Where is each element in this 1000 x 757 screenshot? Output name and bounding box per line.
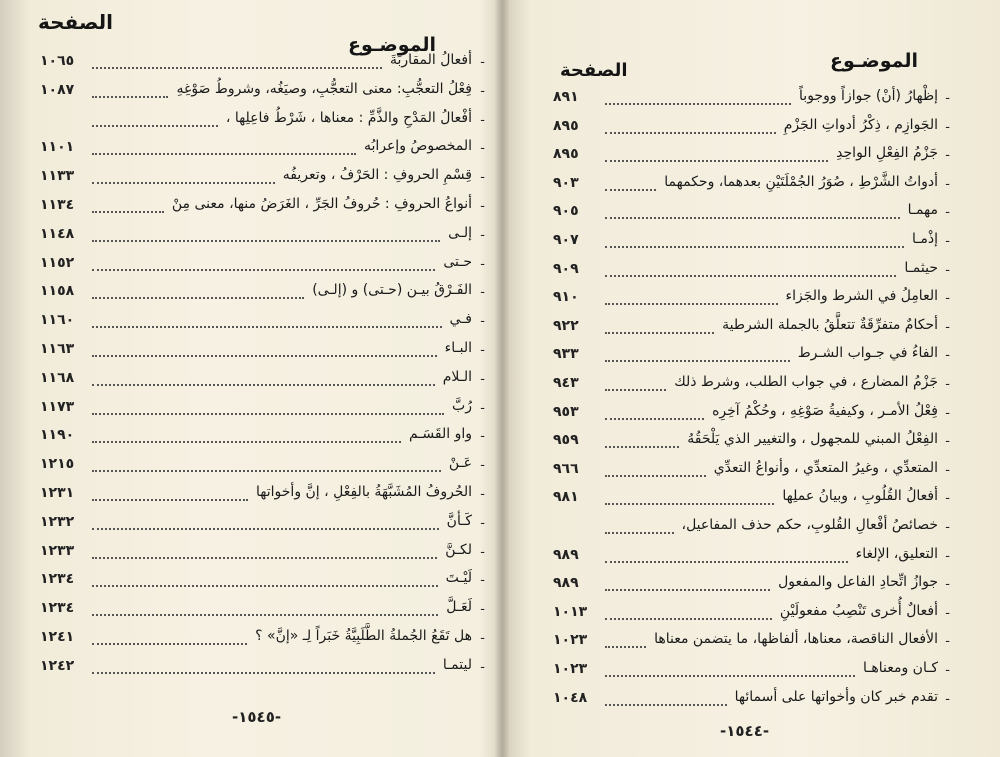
leader-dots — [92, 633, 247, 645]
topic-column-header: الموضـوع — [348, 34, 437, 56]
leader-dots — [605, 122, 776, 134]
toc-entry — [505, 460, 1000, 486]
toc-entry — [0, 513, 500, 539]
leader-dots — [92, 374, 435, 386]
entry-bullet: - — [480, 285, 485, 301]
toc-entry — [505, 574, 1000, 600]
entry-page-number: ١٢٣٢ — [40, 513, 75, 530]
entry-title: ليتمـا — [442, 656, 472, 673]
entry-title: أفعالُ المقاربَةَ — [390, 52, 472, 68]
entry-page-number: ١١٦٠ — [40, 312, 75, 329]
leader-dots — [92, 201, 164, 213]
toc-entry — [0, 628, 500, 654]
page-column-header: الصفحة — [38, 10, 114, 34]
leader-dots — [605, 322, 714, 334]
leader-dots — [92, 172, 275, 184]
leader-dots — [92, 259, 435, 271]
entry-title: أفْعالُ المَدْحِ والذَّمِّ : معناها ، شَرْطُ فاعِلِها ، — [225, 109, 472, 126]
entry-page-number: ١١٤٨ — [40, 225, 75, 242]
entry-title: لَيْـتَ — [445, 570, 472, 587]
leader-dots — [605, 493, 774, 505]
leader-dots — [605, 608, 772, 620]
entry-page-number: ١٢٤٢ — [40, 657, 75, 674]
toc-entry — [0, 254, 500, 280]
entry-title: تقدم خبر كان وأخواتها على أسمائها — [734, 688, 938, 705]
entry-page-number: ١٠١٣ — [553, 603, 588, 620]
leader-dots — [605, 436, 679, 448]
toc-entry — [505, 88, 1000, 114]
entry-bullet: - — [945, 634, 950, 650]
entry-page-number: ٩٠٥ — [553, 203, 579, 220]
entry-title: عَـنْ — [448, 455, 472, 472]
toc-entry — [505, 174, 1000, 200]
leader-dots — [92, 604, 438, 616]
entry-bullet: - — [945, 462, 950, 478]
toc-entry — [0, 599, 500, 625]
entry-title: أفعالُ القُلُوبِ ، وبيانُ عملِها — [782, 488, 938, 505]
entry-title: واو القَسَـم — [408, 426, 472, 443]
entry-title: كَـأنَّ — [446, 512, 472, 529]
leader-dots — [92, 489, 248, 501]
leader-dots — [605, 522, 674, 534]
toc-entry — [505, 145, 1000, 171]
leader-dots — [92, 547, 437, 559]
entry-title: هل تَقَعُ الجُملةُ الطَّلَبِيَّةُ خَبَراً لِـ «إنَّ» ؟ — [255, 628, 472, 644]
entry-bullet: - — [480, 314, 485, 330]
entry-bullet: - — [480, 659, 485, 675]
entry-title: أفعالٌ أُخرى تَنْصِبُ مفعولَيْنِ — [779, 602, 938, 619]
leader-dots — [605, 93, 791, 105]
leader-dots — [605, 150, 828, 162]
entry-page-number: ١١٥٨ — [40, 283, 75, 300]
entry-bullet: - — [945, 377, 950, 392]
toc-entry — [0, 311, 500, 337]
leader-dots — [605, 179, 656, 191]
leader-dots — [92, 662, 435, 674]
toc-entry — [0, 570, 500, 596]
entry-page-number: ١١٣٣ — [40, 168, 75, 185]
leader-dots — [605, 236, 904, 248]
entry-title: قِسْمِ الحروفِ : الحَرْفُ ، وتعريفُه — [282, 167, 472, 184]
entry-title: الحُروفُ المُشَبَّهَةُ بالفِعْلِ ، إنَّ وأخواتها — [256, 484, 472, 500]
leader-dots — [92, 316, 442, 328]
leader-dots — [605, 636, 646, 648]
entry-bullet: - — [945, 434, 950, 450]
entry-title: إظْهارُ (أنْ) جوازاً ووجوباً — [799, 88, 938, 104]
entry-title: أحكامٌ متفرِّقَةٌ تتعلَّقُ بالجملة الشرطية — [722, 316, 938, 333]
entry-title: الفَـرْقُ بيـن (حـتى) و (إلـى) — [312, 282, 472, 299]
entry-title: الفِعْلُ المبني للمجهول ، والتغيير الذي يَلْحَقُهُ — [687, 431, 938, 448]
entry-page-number: ١١٣٤ — [40, 197, 75, 213]
entry-page-number: ٩٥٣ — [553, 403, 579, 420]
toc-entry — [505, 431, 1000, 457]
topic-column-header: الموضـوع — [830, 50, 919, 72]
entry-title: لكـنَّ — [445, 541, 472, 558]
entry-title: حيثمـا — [904, 259, 938, 276]
entry-bullet: - — [945, 148, 950, 164]
entry-bullet: - — [945, 520, 950, 535]
toc-entry — [505, 202, 1000, 228]
leader-dots — [92, 403, 444, 415]
entry-page-number: ١١٠١ — [40, 139, 75, 156]
entry-title: العامِلُ في الشرط والجَزاء — [785, 288, 938, 305]
toc-entry — [0, 225, 500, 251]
entry-page-number: ٩٣٣ — [553, 346, 579, 363]
toc-entry — [0, 398, 500, 424]
entry-title: جَزْمُ المضارع ، في جواب الطلب، وشرط ذلك — [674, 374, 938, 390]
entry-bullet: - — [480, 429, 485, 445]
leader-dots — [605, 465, 706, 477]
entry-page-number: ٩٥٩ — [553, 432, 579, 449]
entry-title: مهمـا — [907, 202, 938, 219]
leader-dots — [605, 551, 848, 563]
page-number: -١٥٤٥- — [232, 708, 282, 726]
entry-bullet: - — [945, 262, 950, 278]
entry-bullet: - — [480, 631, 485, 646]
entry-page-number: ٨٩٥ — [553, 117, 579, 134]
leader-dots — [92, 230, 440, 242]
entry-title: جوازُ اتِّحادِ الفاعل والمفعول — [778, 574, 938, 591]
leader-dots — [605, 379, 666, 391]
toc-entry — [505, 689, 1000, 715]
leader-dots — [92, 287, 304, 299]
toc-entry — [0, 340, 500, 366]
toc-entry — [505, 403, 1000, 429]
toc-entry — [505, 117, 1000, 143]
entry-page-number: ١٢٣٣ — [40, 542, 75, 559]
leader-dots — [605, 408, 704, 420]
entry-bullet: - — [945, 119, 950, 135]
toc-entry — [0, 52, 500, 78]
entry-bullet: - — [945, 405, 950, 421]
entry-bullet: - — [945, 491, 950, 507]
entry-page-number: ٩٨٩ — [553, 575, 579, 592]
entry-bullet: - — [945, 548, 950, 564]
page-column-header: الصفحة — [560, 60, 628, 81]
entry-bullet: - — [945, 205, 950, 221]
entry-page-number: ٨٩٥ — [553, 146, 579, 163]
entry-bullet: - — [480, 458, 485, 474]
entry-page-number: ٩١٠ — [553, 289, 579, 306]
toc-entry — [505, 488, 1000, 514]
entry-title: إلـى — [448, 224, 472, 241]
toc-entry — [505, 231, 1000, 257]
entry-page-number: ٩٤٣ — [553, 375, 579, 391]
entry-title: إذْمـا — [912, 231, 938, 247]
entry-bullet: - — [480, 112, 485, 128]
entry-page-number: ١٢٣٤ — [40, 600, 75, 617]
toc-entry — [505, 345, 1000, 371]
toc-entry — [505, 260, 1000, 286]
entry-title: جَزْمُ الفِعْلِ الواحِدِ — [836, 145, 938, 162]
entry-title: المتعدِّي ، وغيرُ المتعدِّي ، وأنواعُ التعدِّي — [713, 459, 938, 476]
entry-page-number: ١١٦٨ — [40, 369, 75, 386]
entry-bullet: - — [945, 91, 950, 106]
toc-entry — [505, 288, 1000, 314]
entry-bullet: - — [480, 256, 485, 272]
toc-entry — [0, 657, 500, 683]
entry-page-number: ١٠٤٨ — [553, 689, 588, 706]
entry-page-number: ١٢٣١ — [40, 485, 75, 501]
entry-bullet: - — [480, 400, 485, 416]
entry-title: أدواتُ الشَّرْطِ ، صُوَرُ الجُمْلَتَيْنِ بعدهما، وحكمهما — [664, 173, 938, 190]
leader-dots — [92, 518, 439, 530]
toc-entry — [0, 167, 500, 193]
entry-page-number: ٩٨٩ — [553, 546, 579, 563]
entry-page-number: ٩٨١ — [553, 489, 579, 506]
entry-page-number: ٩٠٧ — [553, 232, 579, 248]
entry-page-number: ١٢٣٤ — [40, 571, 75, 588]
toc-entry — [505, 317, 1000, 343]
entry-page-number: ١١٩٠ — [40, 427, 75, 444]
leader-dots — [605, 694, 727, 706]
entry-title: المخصوصُ وإعرابُه — [363, 138, 472, 155]
leader-dots — [605, 579, 770, 591]
entry-title: الأفعال الناقصة، معناها، ألفاظها، ما يتضمن معناها — [654, 631, 938, 648]
entry-bullet: - — [480, 55, 485, 70]
leader-dots — [605, 207, 900, 219]
toc-entry — [0, 369, 500, 395]
toc-entry — [505, 546, 1000, 572]
leader-dots — [605, 293, 778, 305]
entry-bullet: - — [945, 691, 950, 707]
toc-entry — [505, 517, 1000, 543]
entry-page-number: ١١٧٣ — [40, 398, 75, 415]
entry-bullet: - — [945, 577, 950, 593]
entry-title: فِعْلُ الأمـر ، وكيفيةُ صَوْغِهِ ، وحُكْمُ آخِرِه — [712, 402, 938, 419]
leader-dots — [92, 460, 441, 472]
entry-page-number: ١٠٢٣ — [553, 632, 588, 649]
entry-page-number: ٩٦٦ — [553, 460, 579, 477]
entry-page-number: ١١٦٣ — [40, 341, 75, 357]
entry-bullet: - — [480, 515, 485, 531]
leader-dots — [92, 57, 382, 69]
toc-entry — [0, 81, 500, 107]
entry-bullet: - — [945, 234, 950, 249]
entry-title: حـتى — [443, 253, 472, 270]
entry-bullet: - — [480, 544, 485, 560]
entry-page-number: ٩٠٩ — [553, 260, 579, 277]
leader-dots — [92, 431, 401, 443]
entry-title: كـان ومعناهـا — [862, 660, 938, 676]
entry-page-number: ١٠٦٥ — [40, 53, 75, 69]
entry-title: رُبَّ — [452, 397, 472, 414]
leader-dots — [605, 265, 896, 277]
entry-bullet: - — [480, 602, 485, 618]
toc-entry — [0, 282, 500, 308]
entry-bullet: - — [480, 83, 485, 99]
entry-page-number: ١٢١٥ — [40, 456, 75, 473]
entry-page-number: ٩٠٣ — [553, 174, 579, 191]
toc-entry — [0, 138, 500, 164]
leader-dots — [605, 350, 790, 362]
entry-bullet: - — [480, 141, 485, 157]
entry-bullet: - — [945, 348, 950, 364]
entry-bullet: - — [945, 291, 950, 307]
entry-title: خصائصُ أفْعالِ القُلوبِ، حكم حذف المفاعيل، — [681, 517, 938, 533]
entry-bullet: - — [480, 487, 485, 502]
entry-title: فِعْلُ التعجُّبِ: معنى التعجُّبِ، وصيَغُه، وشروطُ صَوْغِهِ — [176, 80, 472, 97]
leader-dots — [92, 345, 437, 357]
entry-bullet: - — [945, 663, 950, 678]
entry-title: التعليق، الإلغاء — [855, 545, 938, 562]
entry-bullet: - — [945, 605, 950, 621]
page-number: -١٥٤٤- — [720, 722, 770, 740]
entry-bullet: - — [945, 319, 950, 335]
entry-title: فـي — [449, 311, 472, 328]
right-page — [505, 0, 1000, 757]
leader-dots — [92, 86, 168, 98]
entry-page-number: ١٠٨٧ — [40, 81, 75, 98]
entry-bullet: - — [480, 343, 485, 358]
entry-page-number: ١١٥٢ — [40, 254, 75, 271]
toc-entry — [505, 631, 1000, 657]
entry-title: الفاءُ في جـواب الشـرط — [797, 345, 938, 362]
toc-entry — [505, 660, 1000, 686]
entry-bullet: - — [480, 227, 485, 243]
entry-title: الـلام — [442, 368, 472, 385]
entry-bullet: - — [480, 371, 485, 387]
toc-entry — [0, 542, 500, 568]
leader-dots — [92, 115, 218, 127]
entry-page-number: ٨٩١ — [553, 89, 579, 105]
entry-page-number: ١٢٤١ — [40, 629, 75, 645]
entry-bullet: - — [480, 573, 485, 589]
toc-entry — [0, 196, 500, 222]
entry-bullet: - — [480, 170, 485, 186]
toc-entry — [0, 484, 500, 510]
leader-dots — [92, 143, 356, 155]
leader-dots — [92, 575, 438, 587]
entry-title: لَعَـلَّ — [446, 599, 472, 616]
toc-entry — [505, 374, 1000, 400]
toc-entry — [0, 455, 500, 481]
leader-dots — [605, 665, 855, 677]
entry-bullet: - — [945, 176, 950, 192]
entry-page-number: ٩٢٢ — [553, 317, 579, 334]
entry-title: أنواعُ الحروفِ : حُروفُ الجَرِّ ، الغَرَضُ منها، معنى مِنْ — [171, 196, 472, 212]
toc-entry — [0, 110, 500, 136]
entry-title: الجَوازِم ، ذِكْرُ أدواتِ الجَزْمِ — [783, 116, 938, 133]
entry-page-number: ١٠٢٣ — [553, 661, 588, 677]
toc-entry — [0, 426, 500, 452]
toc-entry — [505, 603, 1000, 629]
entry-title: البـاء — [444, 340, 472, 356]
entry-bullet: - — [480, 199, 485, 214]
